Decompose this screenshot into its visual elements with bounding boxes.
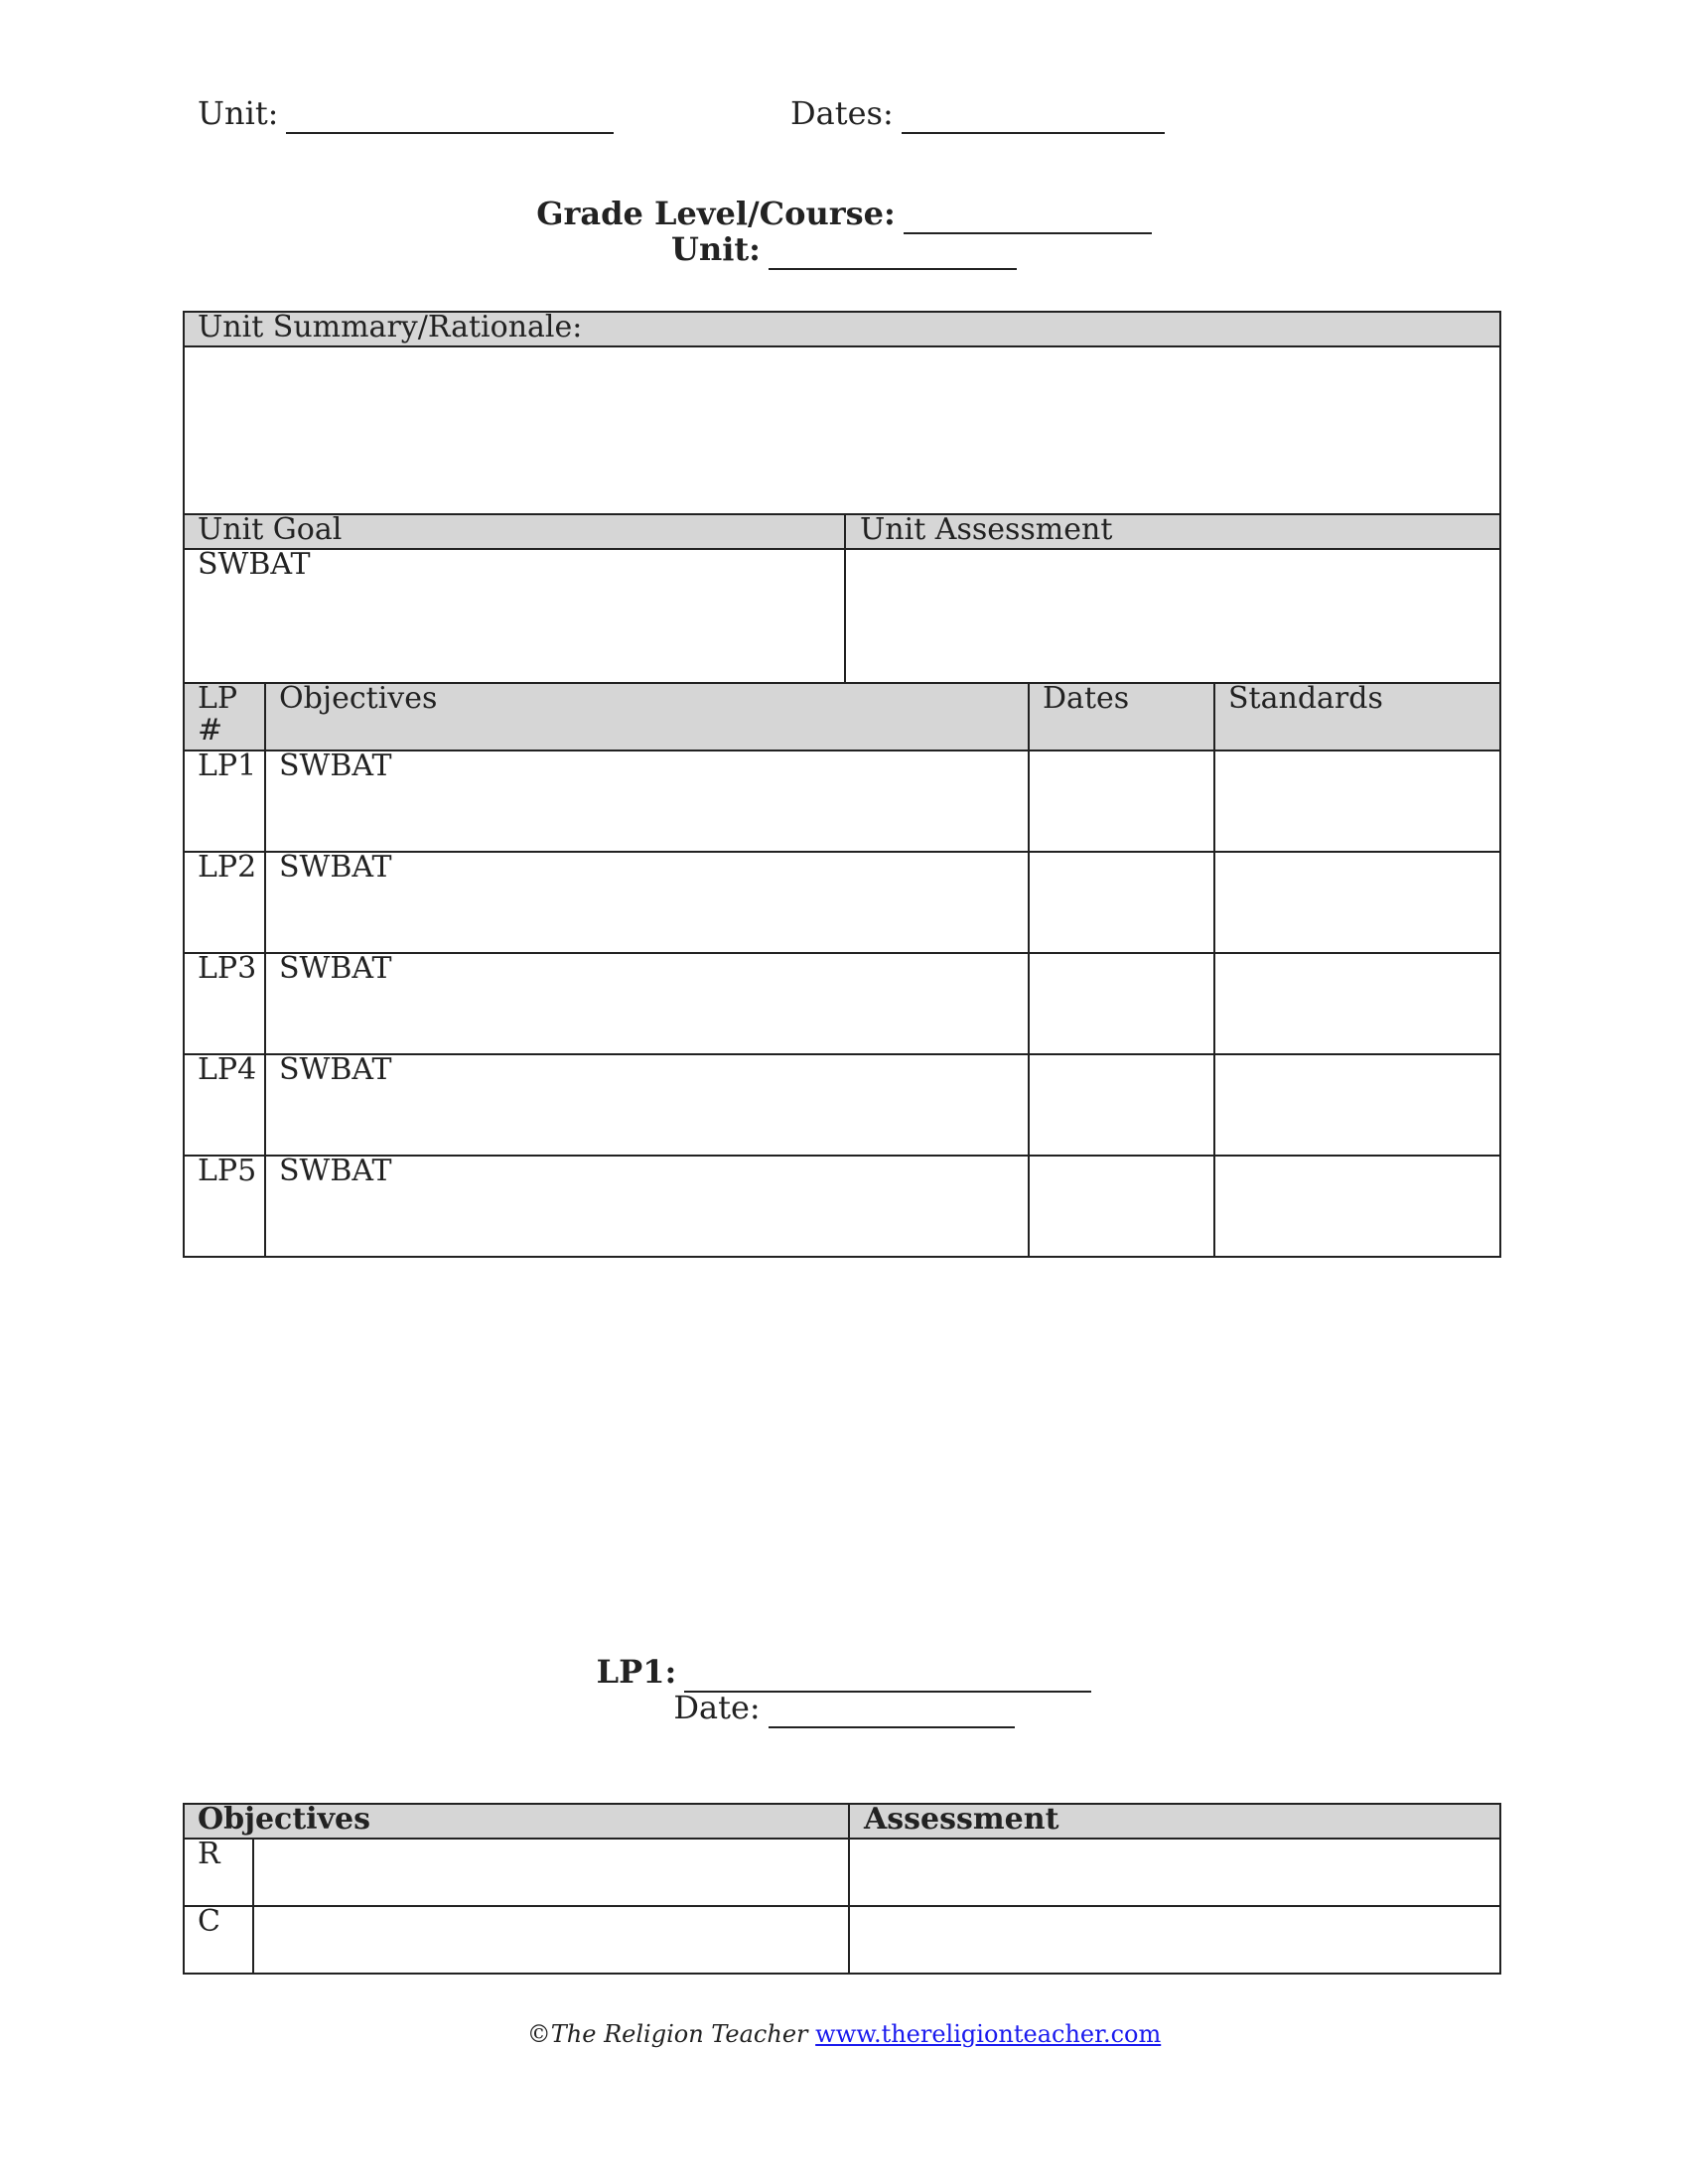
- standards-column-header: Standards: [1228, 681, 1383, 716]
- lesson-date-field: [0, 1689, 1688, 1728]
- dates-label: Dates:: [790, 94, 894, 132]
- unit-title-field: [0, 230, 1688, 270]
- lesson-header-fill: [183, 1803, 1499, 1838]
- footer: [0, 2020, 1688, 2048]
- lp-column-header-line1: LP: [198, 681, 238, 716]
- goal-header-fill: [183, 513, 1499, 548]
- row-objective[interactable]: SWBAT: [279, 850, 392, 885]
- row-objective[interactable]: SWBAT: [279, 749, 392, 783]
- lp-column-header-line2: #: [198, 713, 223, 748]
- grade-level-blank[interactable]: [904, 195, 1152, 234]
- dates-column-header: Dates: [1043, 681, 1130, 716]
- row-lp-label: LP5: [198, 1154, 257, 1188]
- grade-level-field: [0, 195, 1688, 234]
- row-objective[interactable]: SWBAT: [279, 1052, 392, 1087]
- summary-label: Unit Summary/Rationale:: [198, 310, 583, 344]
- website-link[interactable]: www.thereligionteacher.com: [815, 2020, 1162, 2048]
- lesson-assessment-header: Assessment: [864, 1802, 1059, 1837]
- lp1-label: LP1:: [596, 1653, 677, 1691]
- dates-blank[interactable]: [902, 94, 1165, 134]
- summary-input-area[interactable]: [185, 347, 1497, 511]
- unit-assessment-label: Unit Assessment: [860, 512, 1113, 547]
- row-objective[interactable]: SWBAT: [279, 1154, 392, 1188]
- objectives-column-header: Objectives: [279, 681, 438, 716]
- unit-title-blank[interactable]: [769, 230, 1017, 270]
- unit-label: Unit:: [198, 94, 279, 132]
- dates-field: [790, 94, 1165, 134]
- lesson-row-label: R: [198, 1837, 220, 1871]
- row-lp-label: LP4: [198, 1052, 257, 1087]
- unit-goal-text[interactable]: SWBAT: [198, 547, 311, 582]
- row-lp-label: LP2: [198, 850, 257, 885]
- lesson-row-label: C: [198, 1904, 220, 1939]
- grade-level-label: Grade Level/Course:: [536, 195, 896, 232]
- lp1-blank[interactable]: [684, 1653, 1091, 1693]
- lesson-date-label: Date:: [673, 1689, 761, 1726]
- row-objective[interactable]: SWBAT: [279, 951, 392, 986]
- unit-title-label: Unit:: [671, 230, 761, 268]
- unit-field: [198, 94, 614, 134]
- unit-blank[interactable]: [286, 94, 614, 134]
- row-lp-label: LP1: [198, 749, 257, 783]
- lp1-title-field: [0, 1653, 1688, 1693]
- copyright-text: ©The Religion Teacher: [526, 2020, 808, 2048]
- unit-goal-label: Unit Goal: [198, 512, 343, 547]
- lesson-date-blank[interactable]: [769, 1689, 1015, 1728]
- unit-assessment-input[interactable]: [846, 550, 1497, 680]
- row-lp-label: LP3: [198, 951, 257, 986]
- lesson-objectives-header: Objectives: [198, 1802, 370, 1837]
